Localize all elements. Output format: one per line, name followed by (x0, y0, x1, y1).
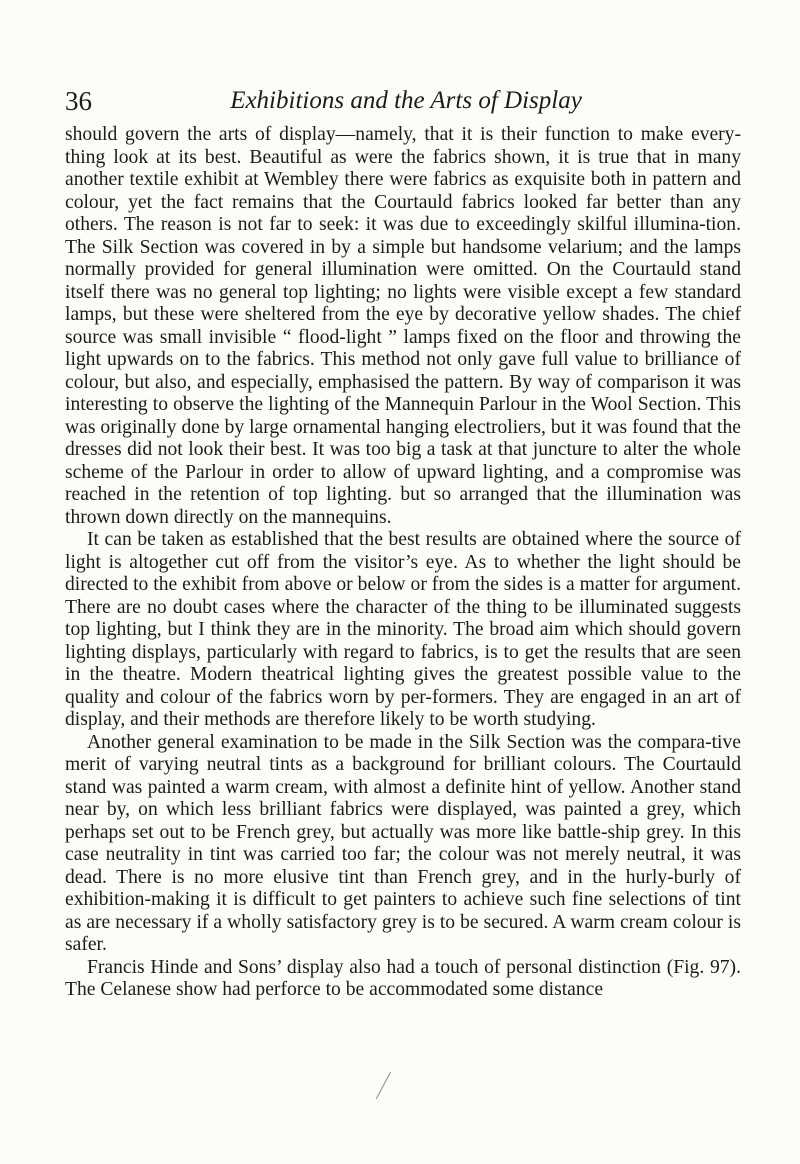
paragraph: Francis Hinde and Sons’ display also had a touch of personal distinction (Fig. 97). The Celanese show had perforce to be accommodated some distance (65, 956, 741, 1000)
stray-pencil-mark (376, 1072, 391, 1099)
body-text (65, 124, 741, 1002)
running-head (65, 84, 741, 118)
page-number: 36 (65, 86, 92, 116)
paragraph: It can be taken as established that the best results are obtained where the source of light is altogether cut off from the visitor’s eye. As to whether the light should be directed to the exhibit from above or below or from the sides is a matter for argument. There are no doubt cases where the character of the thing to be illuminated suggests top lighting, but I think they are in the minority. The broad aim which should govern lighting displays, particularly with regard to fabrics, is to get the results that are seen in the theatre. Modern theatrical lighting gives the greatest possible value to the quality and colour of the fabrics worn by per-formers. They are engaged in an art of display, and their methods are therefore likely to be worth studying. (65, 529, 741, 730)
paragraph-continued: should govern the arts of display—namely, that it is their function to make every-thing look at its best. Beautiful as were the fabrics shown, it is true that in many another textile exhibit at Wembley there were fabrics as exquisite both in pattern and colour, yet the fact remains that the Courtauld fabrics looked far better than any others. The reason is not far to seek: it was due to exceedingly skilful illumina-tion. The Silk Section was covered in by a simple but handsome velarium; and the lamps normally provided for general illumination were omitted. On the Courtauld stand itself there was no general top lighting; no lights were visible except a few standard lamps, but these were sheltered from the eye by decorative yellow shades. The chief source was small invisible “ flood-light ” lamps fixed on the floor and throwing the light upwards on to the fabrics. This method not only gave full value to brilliance of colour, but also, and especially, emphasised the pattern. By way of comparison it was interesting to observe the lighting of the Mannequin Parlour in the Wool Section. This was originally done by large ornamental hanging electroliers, but it was found that the dresses did not look their best. It was too big a task at that juncture to alter the whole scheme of the Parlour in order to allow of upward lighting, and a compromise was reached in the retention of top lighting. but so arranged that the illumination was thrown down directly on the mannequins. (65, 124, 741, 528)
paragraph: Another general examination to be made in the Silk Section was the compara-tive merit of varying neutral tints as a background for brilliant colours. The Courtauld stand was painted a warm cream, with almost a definite hint of yellow. Another stand near by, on which less brilliant fabrics were displayed, was painted a grey, which perhaps set out to be French grey, but actually was more like battle-ship grey. In this case neutrality in tint was carried too far; the colour was not merely neutral, it was dead. There is no more elusive tint than French grey, and in the hurly-burly of exhibition-making it is difficult to get painters to achieve such fine selections of tint as are necessary if a wholly satisfactory grey is to be secured. A warm cream colour is safer. (65, 731, 741, 955)
running-title: Exhibitions and the Arts of Display (230, 87, 582, 114)
